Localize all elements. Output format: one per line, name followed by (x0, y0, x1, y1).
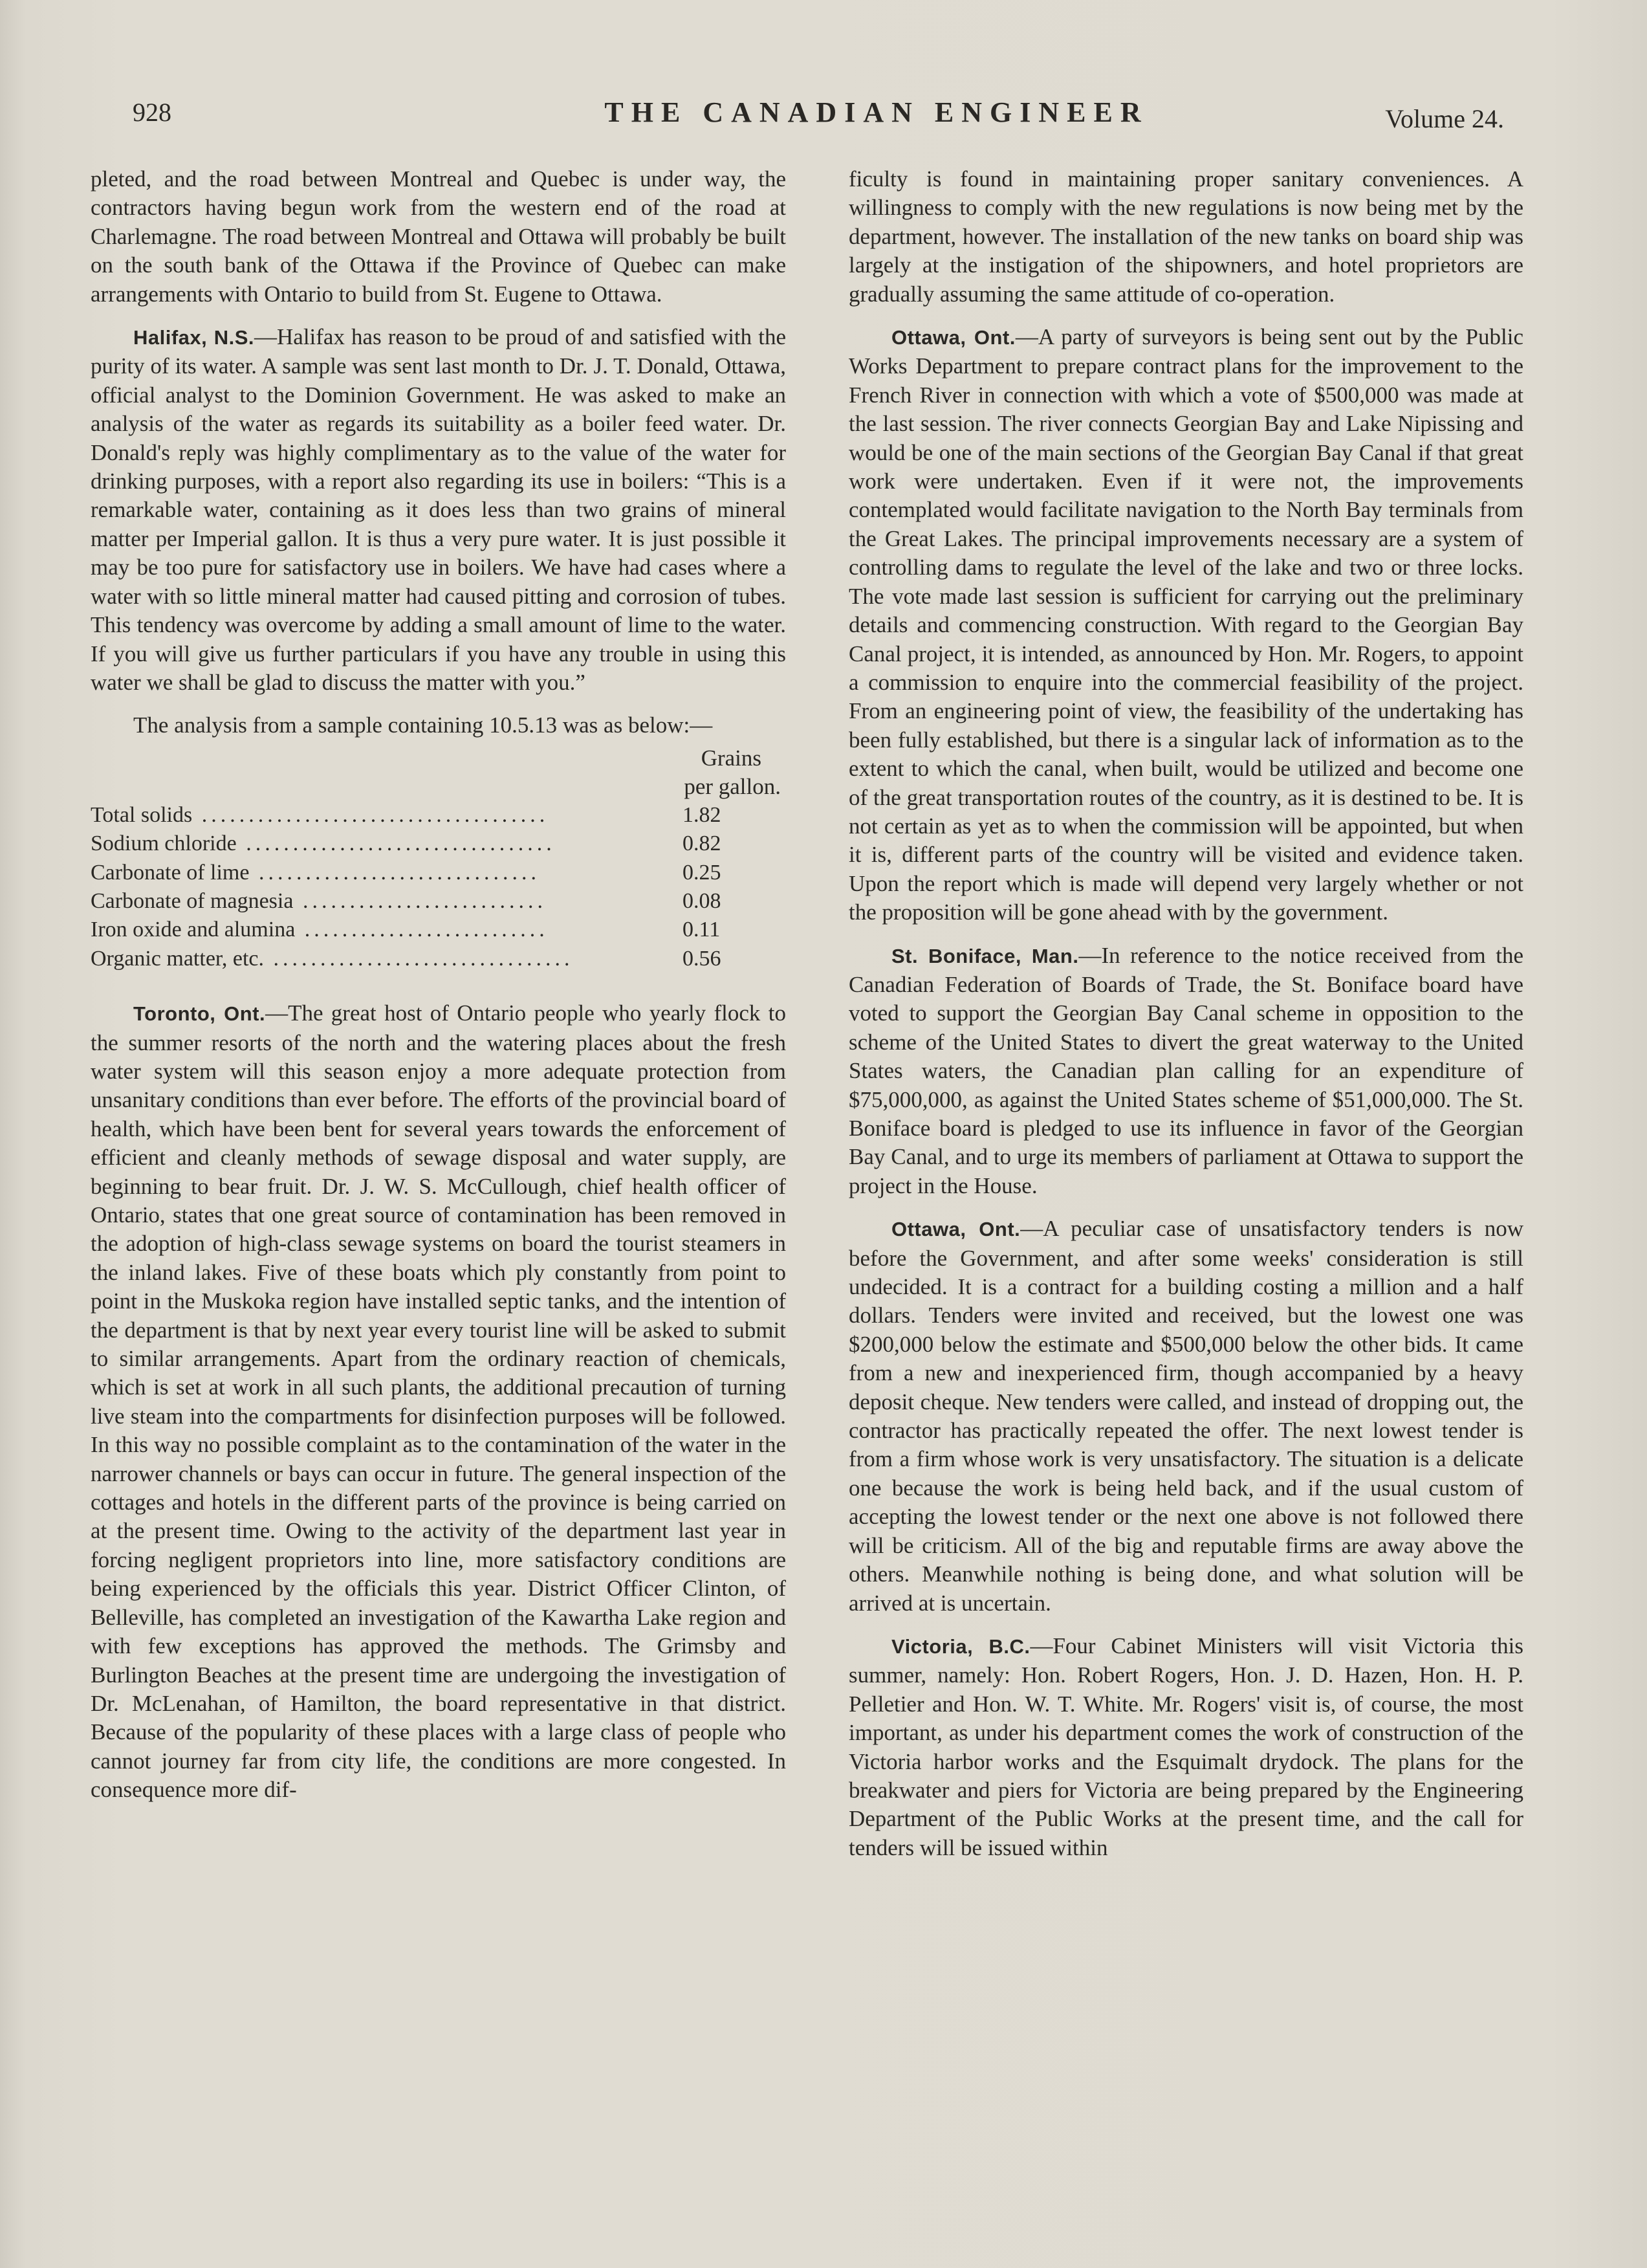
row-label: Total solids (91, 802, 193, 827)
table-row: Iron oxide and alumina .......................... 0.11 (91, 916, 786, 944)
paragraph-quebec-road: pleted, and the road between Montreal and Quebec is under way, the contractors having begun work from the western end of the road at Charlemagne. The road between Montreal and Ottawa will probably be built on the south bank of the Ottawa if the Province of Quebec can make arrangements with Ontario to build from St. Eugene to Ottawa. (91, 166, 786, 307)
journal-title: THE CANADIAN ENGINEER (604, 96, 1149, 128)
row-label: Sodium chloride (91, 831, 237, 856)
toronto-text: —The great host of Ontario people who yearly flock to the summer resorts of the north and the watering places about the fresh water system will this season enjoy a more adequate protection from unsanitary conditions than ever before. The efforts of the provincial board of health, which have been bent for several years towards the enforcement of efficient and cleanly methods of sewage disposal and water supply, are beginning to bear fruit. Dr. J. W. S. McCullough, chief health officer of Ontario, states that one great source of contamination has been removed in the adoption of high-class sewage systems on board the tourist steamers in the inland lakes. Five of these boats which ply constantly from point to point in the Muskoka region have installed septic tanks, and the intention of the department is that by next year every tourist line will be asked to submit to similar arrangements. Apart from the ordinary reaction of chemicals, which is set at work in all such plants, the additional precaution of turning live steam into the compartments for disinfection purposes will be followed. In this way no possible complaint as to the contamination of the water in the narrower channels or bays can occur in future. The general inspection of the cottages and hotels in the different parts of the province is being carried on at the present time. Owing to the activity of the department last year in forcing negligent proprietors into line, more satisfactory conditions are being experienced by the officials this year. District Officer Clinton, of Belleville, has completed an investigation of the Kawartha Lake region and with few exceptions has approved the methods. The Grimsby and Burlington Beaches at the present time are undergoing the investigation of Dr. McLenahan, of Hamilton, the board representative in that district. Because of the popularity of these places with a large class of people who cannot journey far from city life, the conditions are more congested. In consequence more dif- (91, 1000, 786, 1803)
victoria-text: —Four Cabinet Ministers will visit Victoria this summer, namely: Hon. Robert Rogers, Hon. J. D. Hazen, Hon. H. P. Pelletier and Hon. W. T. White. Mr. Rogers' visit is, of course, the most important, as under his department comes the work of construction of the Victoria harbor works and the Esquimalt drydock. The plans for the breakwater and piers for Victoria are being prepared by the Engineering Department of the Public Works at the present time, and the call for tenders will be issued within (849, 1633, 1523, 1860)
row-label: Organic matter, etc. (91, 946, 264, 971)
row-value: 0.56 (682, 946, 721, 971)
water-analysis-table (91, 801, 786, 973)
paragraph-toronto (91, 999, 786, 1804)
ottawa-french-river-text: —A party of surveyors is being sent out by the Public Works Department to prepare contract plans for the improvement to the French River in connection with which a vote of $500,000 was made at the last session. The river connects Georgian Bay and Lake Nipissing and would be one of the main sections of the Georgian Bay Canal if that great work were undertaken. Even if it were not, the improvements contemplated would facilitate navigation to the North Bay terminals from the Great Lakes. The principal improvements necessary are a system of controlling dams to regulate the level of the lake and two or three locks. The vote made last session is sufficient for carrying out the preliminary details and commencing construction. With regard to the Georgian Bay Canal project, it is intended, as announced by Hon. Mr. Rogers, to appoint a commission to enquire into the commercial feasibility of the project. From an engineering point of view, the feasibility of the undertaking has been fully established, but there is a singular lack of information as to the extent to which the canal, when built, would be utilized and become one of the great transportation routes of the country, as it is destined to be. It is not certain as yet as to when the commission will be appointed, but when it is, different parts of the country will be visited and evidence taken. Upon the report which is made will depend very largely whether or not the proposition will be gone ahead with by the government. (849, 324, 1523, 925)
paragraph-victoria (849, 1632, 1523, 1862)
paragraph-st-boniface (849, 941, 1523, 1201)
volume-label: Volume 24. (1385, 104, 1504, 133)
section-heading-victoria: Victoria, B.C. (891, 1635, 1031, 1658)
table-header-grains: Grains (701, 745, 761, 771)
table-row: Carbonate of lime .............................. 0.25 (91, 859, 786, 887)
table-row: Carbonate of magnesia .......................... 0.08 (91, 887, 786, 916)
table-row: Total solids ..................................... 1.82 (91, 801, 786, 830)
row-value: 0.11 (682, 918, 721, 942)
table-header (91, 744, 781, 801)
table-header-per-gallon: per gallon. (684, 773, 781, 799)
row-label: Iron oxide and alumina (91, 918, 296, 942)
right-column (849, 165, 1523, 1877)
table-row: Sodium chloride ................................. 0.82 (91, 830, 786, 858)
section-heading-toronto: Toronto, Ont. (133, 1002, 266, 1026)
left-column (91, 165, 786, 1819)
section-heading-ottawa-tenders: Ottawa, Ont. (891, 1218, 1021, 1241)
row-value: 1.82 (682, 802, 721, 827)
table-row: Organic matter, etc. ................................ 0.56 (91, 945, 786, 973)
section-heading-halifax: Halifax, N.S. (133, 326, 255, 349)
ottawa-tenders-text: —A peculiar case of unsatisfactory tenders is now before the Government, and after some weeks' consideration is still undecided. It is a contract for a building costing a million and a half dollars. Tenders were invited and received, but the lowest one was $200,000 below the estimate and $500,000 below the other bids. It came from a new and inexperienced firm, though accompanied by a heavy deposit cheque. New tenders were called, and instead of dropping out, the contractor has practically repeated the offer. The next lowest tender is from a firm whose work is very unsatisfactory. The situation is a delicate one because the work is being held back, and if the usual custom of accepting the lowest tender or the next one above is not followed there will be criticism. All of the big and reputable firms are away above the others. Meanwhile nothing is being done, and what solution will be arrived at is uncertain. (849, 1216, 1523, 1616)
section-heading-ottawa: Ottawa, Ont. (891, 326, 1016, 349)
row-value: 0.08 (682, 888, 721, 913)
paragraph-ottawa-tenders (849, 1215, 1523, 1618)
paragraph-analysis-intro: The analysis from a sample containing 10.5.13 was as below:— (133, 712, 713, 738)
row-label: Carbonate of lime (91, 860, 250, 885)
row-label: Carbonate of magnesia (91, 888, 294, 913)
paragraph-sanitary-continuation: ficulty is found in maintaining proper sanitary conveniences. A willingness to comply with the new regulations is now being met by the department, however. The installation of the new tanks on board ship was largely at the instigation of the shipowners, and hotel proprietors are gradually assuming the same attitude of co-operation. (849, 166, 1523, 307)
paragraph-halifax (91, 323, 786, 697)
st-boniface-text: —In reference to the notice received from the Canadian Federation of Boards of Trade, the St. Boniface board have voted to support the Georgian Bay Canal scheme in opposition to the scheme of the United States to divert the great waterway to the United States waters, the Canadian plan calling for an expenditure of $75,000,000, as against the United States scheme of $51,000,000. The St. Boniface board is pledged to use its influence in favor of the Georgian Bay Canal, and to urge its members of parliament at Ottawa to support the project in the House. (849, 942, 1524, 1198)
page-number: 928 (133, 98, 171, 127)
row-value: 0.82 (682, 831, 721, 856)
section-heading-st-boniface: St. Boniface, Man. (891, 944, 1079, 967)
halifax-text: —Halifax has reason to be proud of and satisfied with the purity of its water. A sample was sent last month to Dr. J. T. Donald, Ottawa, official analyst to the Dominion Government. He was asked to make an analysis of the water as regards its suitability as a boiler feed water. Dr. Donald's reply was highly complimentary as to the value of the water for drinking purposes, with a report also regarding its use in boilers: “This is a remarkable water, containing as it does less than two grains of mineral matter per Imperial gallon. It is thus a very pure water. It is just possible it may be too pure for satisfactory use in boilers. We have had cases where a water with so little mineral matter had caused pitting and corrosion of tubes. This tendency was overcome by adding a small amount of lime to the water. If you will give us further particulars if you have any trouble in using this water we shall be glad to discuss the matter with you.” (91, 324, 786, 695)
row-value: 0.25 (682, 860, 721, 885)
paragraph-ottawa-french-river (849, 323, 1523, 927)
page-header (133, 91, 1504, 142)
